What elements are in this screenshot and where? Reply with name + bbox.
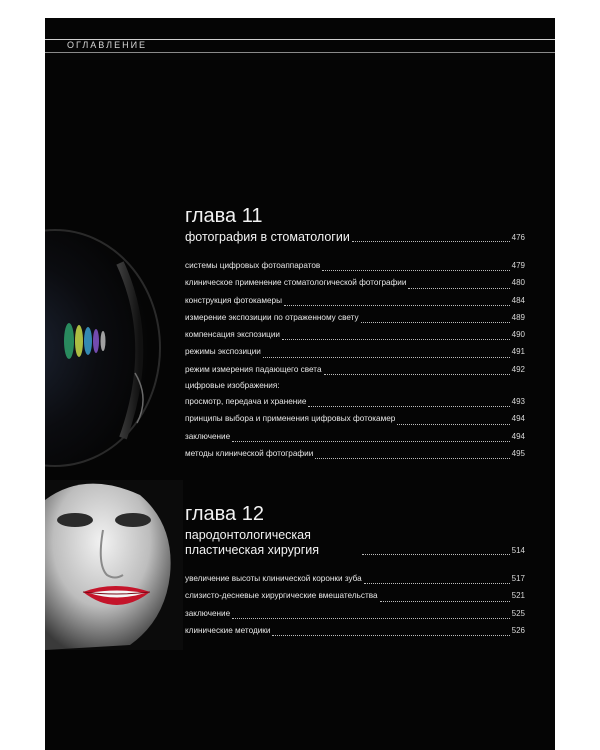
page-number: 517 [511, 574, 525, 583]
page-number: 491 [511, 347, 525, 357]
entry-title: клинические методики [185, 625, 271, 635]
entry-title: принципы выбора и применения цифровых фотокамер [185, 414, 396, 424]
leader-dots [322, 270, 509, 271]
page-number: 490 [511, 330, 525, 340]
leader-dots [232, 618, 509, 619]
entry-title: методы клинической фотографии [185, 448, 314, 458]
leader-dots [362, 554, 510, 555]
entry-title: увеличение высоты клинической коронки зуба [185, 574, 362, 583]
entry-title: режим измерения падающего света [185, 364, 322, 374]
chapter-title-row[interactable] [185, 230, 525, 245]
toc-page [45, 18, 555, 750]
page-number: 514 [511, 546, 525, 555]
entry-title: цифровые изображения: [185, 381, 280, 391]
chapter-title: фотография в стоматологии [185, 230, 350, 244]
leader-dots [315, 458, 509, 459]
page-number: 494 [511, 414, 525, 424]
entry-title: просмотр, передача и хранение [185, 397, 307, 407]
leader-dots [232, 441, 509, 442]
leader-dots [282, 339, 510, 340]
page-number: 525 [511, 608, 525, 618]
page-number: 494 [511, 431, 525, 441]
entry-title: заключение [185, 608, 231, 618]
camera-lens-image [45, 223, 163, 468]
header-rule-bottom [45, 52, 555, 53]
leader-dots [272, 635, 509, 636]
leader-dots [408, 288, 509, 289]
leader-dots [380, 601, 510, 602]
leader-dots [361, 322, 510, 323]
chapter-number: глава 11 [185, 205, 263, 227]
leader-dots [263, 357, 510, 358]
toc-entry[interactable] [185, 410, 525, 427]
entry-list [185, 570, 525, 639]
section-header: ОГЛАВЛЕНИЕ [67, 40, 148, 50]
entry-title: компенсация экспозиции [185, 330, 280, 340]
toc-entry[interactable] [185, 622, 525, 639]
chapter-title: пародонтологическая пластическая хирургия [185, 528, 320, 557]
entry-title: измерение экспозиции по отраженному свету [185, 312, 359, 322]
page-number: 480 [511, 278, 525, 288]
page-number: 479 [511, 261, 525, 270]
page-number: 484 [511, 295, 525, 305]
toc-entry[interactable] [185, 587, 525, 604]
leader-dots [308, 406, 509, 407]
chapter-title-row[interactable] [185, 528, 525, 558]
toc-entry[interactable] [185, 326, 525, 343]
toc-entry[interactable] [185, 343, 525, 360]
toc-entry[interactable] [185, 445, 525, 462]
toc-entry[interactable] [185, 292, 525, 309]
leader-dots [284, 305, 510, 306]
page-number: 495 [511, 448, 525, 458]
page-number: 526 [511, 625, 525, 635]
toc-entry[interactable] [185, 393, 525, 410]
page-number: 493 [511, 397, 525, 407]
entry-title: режимы экспозиции [185, 347, 261, 357]
leader-dots [397, 424, 509, 425]
toc-entry[interactable] [185, 309, 525, 326]
entry-title: конструкция фотокамеры [185, 295, 282, 305]
leader-dots [324, 374, 510, 375]
entry-list [185, 257, 525, 462]
toc-entry[interactable] [185, 257, 525, 274]
leader-dots [364, 583, 510, 584]
entry-title: слизисто-десневые хирургические вмешательства [185, 591, 378, 601]
page-number: 476 [511, 233, 525, 242]
face-mannequin-image [45, 480, 183, 650]
page-number: 489 [511, 312, 525, 322]
entry-title: заключение [185, 431, 231, 441]
toc-entry[interactable] [185, 605, 525, 622]
toc-entry[interactable] [185, 361, 525, 378]
chapter-11-block [185, 204, 525, 462]
toc-entry-heading [185, 378, 525, 393]
toc-entry[interactable] [185, 428, 525, 445]
toc-entry[interactable] [185, 274, 525, 291]
page-number: 521 [511, 591, 525, 601]
chapter-12-block [185, 502, 525, 639]
chapter-number: глава 12 [185, 503, 264, 525]
toc-entry[interactable] [185, 570, 525, 587]
leader-dots [352, 241, 510, 242]
entry-title: клиническое применение стоматологической фотографии [185, 278, 407, 288]
entry-title: системы цифровых фотоаппаратов [185, 261, 321, 270]
page-number: 492 [511, 364, 525, 374]
